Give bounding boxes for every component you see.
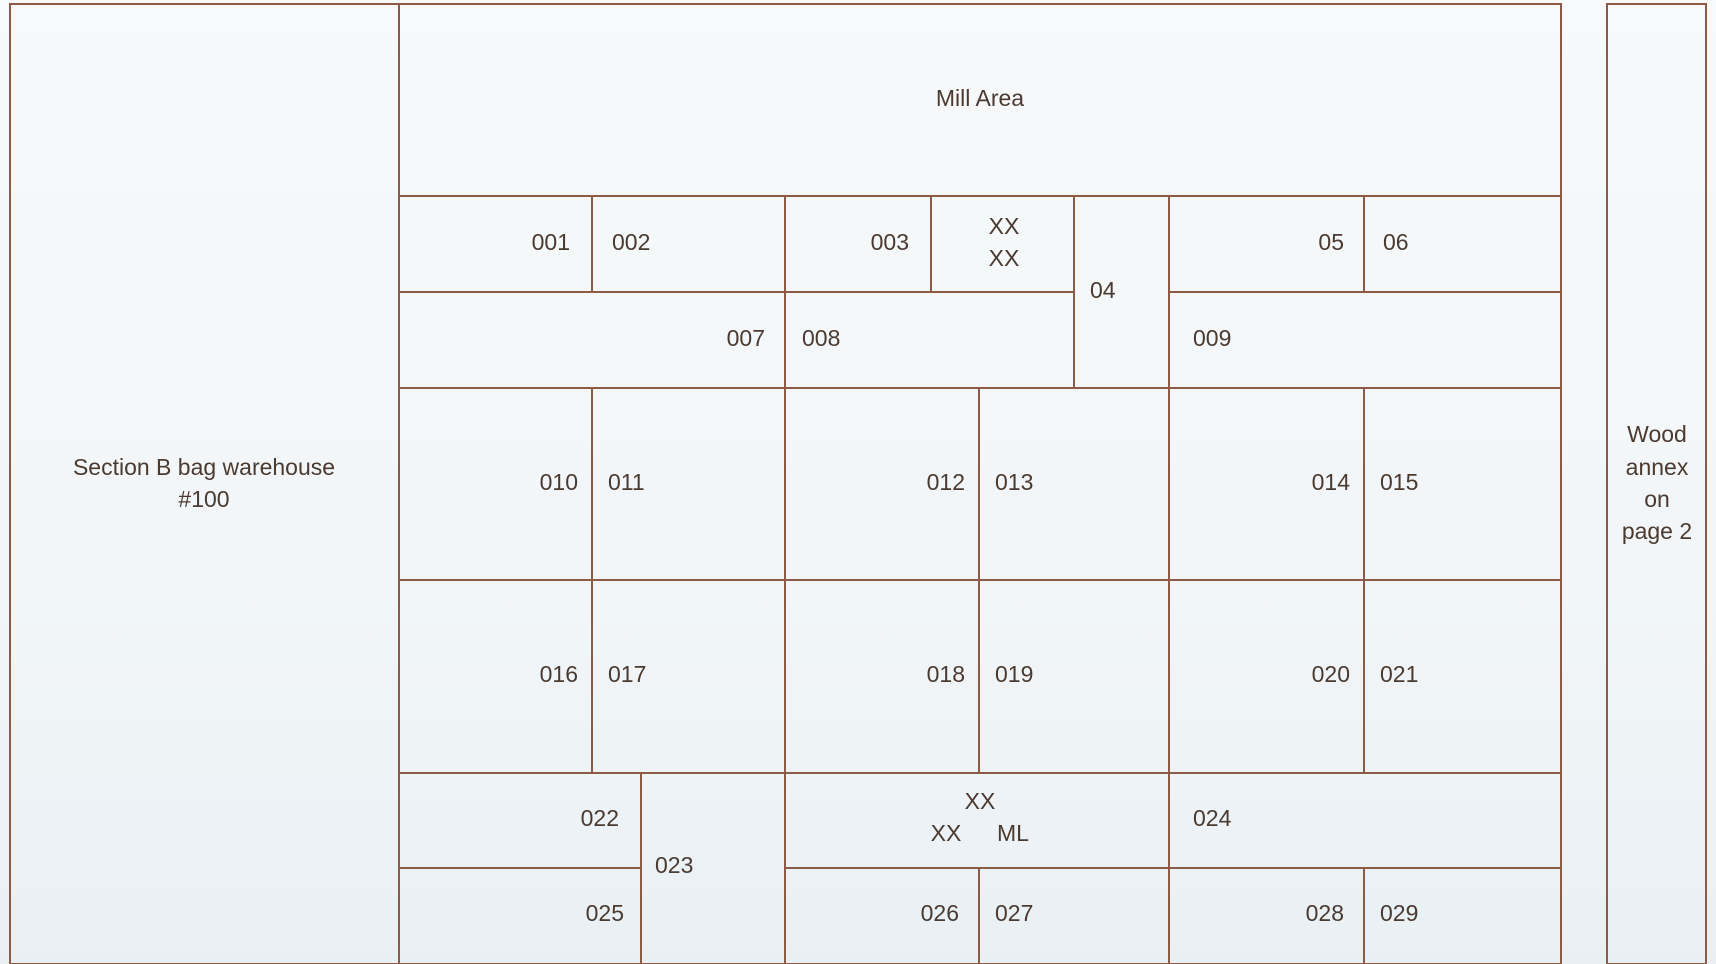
unit-026-label: 026 bbox=[920, 900, 959, 927]
unit-003-label: 003 bbox=[870, 229, 909, 256]
xx-bottom-label-2: XX bbox=[930, 820, 962, 847]
unit-001-label: 001 bbox=[531, 229, 570, 256]
unit-028-label: 028 bbox=[1305, 900, 1344, 927]
area-labels bbox=[73, 85, 1692, 544]
ml-label: ML bbox=[997, 820, 1029, 847]
unit-007-label: 007 bbox=[726, 325, 765, 352]
unit-018-label: 018 bbox=[926, 661, 965, 688]
unit-012-label: 012 bbox=[926, 469, 965, 496]
unit-011-label: 011 bbox=[608, 469, 645, 496]
unit-029-label: 029 bbox=[1380, 900, 1419, 927]
unit-002-label: 002 bbox=[612, 229, 651, 256]
unit-022-label: 022 bbox=[580, 805, 619, 832]
unit-024-label: 024 bbox=[1193, 805, 1232, 832]
unit-020-label: 020 bbox=[1311, 661, 1350, 688]
wood-annex-label-line2: annex bbox=[1625, 454, 1689, 481]
unit-009-label: 009 bbox=[1193, 325, 1232, 352]
walls bbox=[10, 4, 1706, 964]
wood-annex-label-line3: on bbox=[1644, 486, 1670, 513]
unit-010-label: 010 bbox=[539, 469, 578, 496]
wood-annex-label-line4: page 2 bbox=[1621, 518, 1693, 545]
wood-annex-label-line1: Wood bbox=[1627, 421, 1687, 448]
unit-021-label: 021 bbox=[1380, 661, 1419, 688]
unit-017-label: 017 bbox=[608, 661, 647, 688]
unit-023-label: 023 bbox=[655, 852, 694, 879]
unit-04-label: 04 bbox=[1090, 277, 1116, 304]
unit-019-label: 019 bbox=[995, 661, 1034, 688]
unit-013-label: 013 bbox=[995, 469, 1034, 496]
wood-annex-outline bbox=[1607, 4, 1706, 964]
xx-top-label-1: XX bbox=[988, 213, 1020, 240]
xx-top-label-2: XX bbox=[988, 245, 1020, 272]
section-b-label-line1: Section B bag warehouse bbox=[72, 454, 336, 481]
unit-015-label: 015 bbox=[1380, 469, 1419, 496]
unit-016-label: 016 bbox=[539, 661, 578, 688]
section-b-outline bbox=[10, 4, 399, 964]
unit-025-label: 025 bbox=[585, 900, 624, 927]
section-b-label-line2: #100 bbox=[178, 486, 230, 513]
unit-05-label: 05 bbox=[1318, 229, 1344, 256]
unit-027-label: 027 bbox=[995, 900, 1034, 927]
unit-labels bbox=[532, 213, 1419, 926]
unit-014-label: 014 bbox=[1311, 469, 1350, 496]
unit-008-label: 008 bbox=[802, 325, 841, 352]
mill-area-label: Mill Area bbox=[935, 85, 1025, 112]
xx-bottom-label-1: XX bbox=[964, 788, 996, 815]
unit-06-label: 06 bbox=[1383, 229, 1409, 256]
